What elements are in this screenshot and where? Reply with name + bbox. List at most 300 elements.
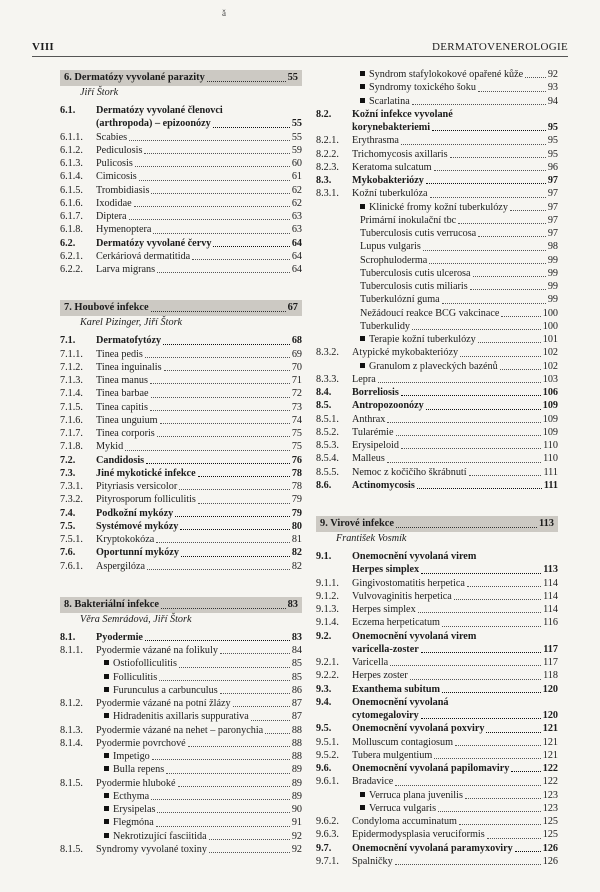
leader-dots [157, 436, 290, 437]
entry-title: Nemoc z kočičího škrábnutí [352, 466, 467, 478]
entry-page: 64 [291, 264, 302, 275]
entry-title: Antropozoonózy [352, 400, 424, 412]
toc-entry[interactable] [60, 401, 302, 414]
entry-page: 61 [291, 171, 302, 183]
entry-page: 55 [291, 118, 302, 130]
entry-body [352, 307, 558, 320]
toc-entry[interactable] [316, 683, 558, 696]
entry-number: 7.1.4. [60, 388, 83, 400]
entry-page: 110 [543, 453, 558, 465]
toc-entry[interactable] [60, 493, 302, 506]
entry-title: Pyodermie vázané na nehet – paronychia [96, 724, 264, 736]
toc-entry[interactable] [316, 855, 558, 868]
entry-title-cont [352, 709, 558, 722]
entry-number: 7.1. [60, 335, 76, 347]
entry-body [352, 842, 558, 855]
entry-title: Ecthyma [104, 790, 149, 803]
leader-dots [418, 612, 541, 613]
entry-title: Furunculus a carbunculus [104, 684, 218, 697]
entry-body [352, 696, 558, 723]
entry-page: 123 [542, 789, 558, 801]
entry-title: Trombidiasis [96, 184, 150, 196]
toc-entry[interactable] [316, 81, 558, 94]
entry-page: 75 [291, 428, 302, 439]
entry-number: 6.2. [60, 237, 76, 249]
entry-number: 9.2.2. [316, 670, 339, 682]
entry-number [60, 710, 96, 723]
toc-entry[interactable] [60, 684, 302, 697]
entry-title: Epidermodysplasia veruciformis [352, 829, 485, 841]
toc-entry[interactable] [60, 750, 302, 763]
toc-entry[interactable] [316, 267, 558, 280]
entry-title: Tinea inguinalis [96, 361, 162, 373]
entry-number [316, 320, 352, 333]
entry-number: 6.1. [60, 105, 76, 116]
entry-title: Herpes simplex [352, 564, 420, 576]
toc-entry[interactable] [60, 361, 302, 374]
toc-entry[interactable] [60, 210, 302, 223]
entry-number [316, 214, 352, 227]
toc-entry[interactable] [60, 480, 302, 493]
entry-body [96, 440, 302, 453]
toc-entry[interactable] [60, 427, 302, 440]
entry-page: 87 [291, 698, 302, 709]
entry-title: Tuberculosis cutis ulcerosa [360, 267, 471, 279]
toc-entry[interactable] [316, 426, 558, 439]
toc-entry[interactable] [316, 616, 558, 629]
toc-entry[interactable] [316, 240, 558, 253]
entry-body [352, 320, 558, 333]
toc-entry[interactable] [316, 466, 558, 479]
entry-number: 6.1.1. [60, 131, 83, 143]
leader-dots [220, 693, 290, 694]
toc-entry[interactable] [60, 414, 302, 427]
toc-entry[interactable] [316, 293, 558, 306]
toc-entry[interactable] [60, 803, 302, 816]
toc-entry[interactable] [316, 280, 558, 293]
entry-body [352, 413, 558, 426]
toc-section [316, 516, 558, 868]
leader-dots [129, 219, 290, 220]
entry-title: Oportunní mykózy [96, 547, 179, 559]
toc-entry[interactable] [316, 669, 558, 682]
toc-entry[interactable] [316, 577, 558, 590]
leader-dots [209, 852, 290, 853]
toc-entry[interactable] [316, 439, 558, 452]
toc-entry[interactable] [316, 320, 558, 333]
entry-number: 9.2. [316, 630, 332, 642]
entry-number: 9.1.3. [316, 604, 339, 615]
entry-title: Diptera [96, 211, 127, 222]
entry-number: 9.4. [316, 696, 332, 708]
entry-page: 68 [291, 335, 302, 347]
toc-entry[interactable] [60, 334, 302, 347]
toc-entry[interactable] [60, 657, 302, 670]
entry-page: 120 [542, 683, 558, 695]
entry-number: 7.1.5. [60, 401, 83, 413]
toc-entry[interactable] [60, 843, 302, 856]
leader-dots [458, 223, 546, 224]
entry-page: 89 [291, 764, 302, 776]
entry-page: 69 [291, 348, 302, 360]
toc-entry[interactable] [316, 346, 558, 359]
toc-entry[interactable] [60, 454, 302, 467]
toc-entry[interactable] [60, 777, 302, 790]
leader-dots [125, 450, 290, 451]
toc-entry[interactable] [316, 630, 558, 657]
toc-entry[interactable] [316, 775, 558, 788]
entry-body [352, 828, 558, 841]
toc-entry[interactable] [60, 631, 302, 644]
toc-entry[interactable] [60, 223, 302, 236]
toc-entry[interactable] [316, 413, 558, 426]
entry-title: Condyloma accuminatum [352, 816, 457, 827]
bullet-icon [360, 98, 365, 103]
entry-page: 117 [543, 643, 558, 655]
entry-title: Tinea manus [96, 375, 148, 386]
entry-title: Herpes simplex [352, 604, 416, 615]
leader-dots [390, 665, 541, 666]
entry-number [60, 684, 96, 697]
bullet-icon [104, 793, 109, 798]
entry-body [96, 710, 302, 723]
section-heading[interactable] [60, 300, 302, 316]
toc-entry[interactable] [60, 790, 302, 803]
entry-body [352, 466, 558, 479]
entry-body [352, 789, 558, 802]
entry-page: 83 [291, 631, 302, 643]
section-author: Karel Pizinger, Jiří Štork [80, 317, 183, 329]
entry-body [96, 210, 302, 223]
entry-number [60, 816, 96, 829]
entry-title: Pyodermie vázané na folikuly [96, 645, 218, 656]
toc-entry[interactable] [60, 197, 302, 210]
leader-dots [442, 626, 541, 627]
toc-entry[interactable] [316, 134, 558, 147]
toc-entry[interactable] [60, 724, 302, 737]
leader-dots [510, 210, 546, 211]
entry-page: 96 [547, 161, 558, 173]
entry-body [352, 736, 558, 749]
entry-body [96, 546, 302, 559]
entry-title: Tularémie [352, 426, 394, 438]
toc-entry[interactable] [316, 161, 558, 174]
entry-body [352, 227, 558, 240]
toc-entry[interactable] [316, 399, 558, 412]
entry-page: 99 [547, 294, 558, 306]
toc-entry[interactable] [60, 440, 302, 453]
entry-page: 114 [543, 577, 558, 589]
bullet-icon [104, 660, 109, 665]
entry-title: Nekrotizující fasciitida [104, 830, 207, 843]
entry-page: 76 [291, 454, 302, 466]
entry-title: Syndromy toxického šoku [360, 81, 476, 94]
entry-title: Molluscum contagiosum [352, 736, 454, 748]
toc-entry[interactable] [316, 696, 558, 723]
leader-dots [434, 170, 546, 171]
toc-entry[interactable] [316, 789, 558, 802]
toc-entry[interactable] [60, 507, 302, 520]
entry-body [96, 414, 302, 427]
toc-entry[interactable] [60, 348, 302, 361]
toc-section [60, 70, 302, 276]
entry-number: 8.1.1. [60, 645, 83, 656]
section-heading[interactable] [60, 597, 302, 613]
entry-body [352, 630, 558, 657]
entry-page: 86 [291, 684, 302, 696]
leader-dots [147, 569, 290, 570]
entry-number: 8.5.5. [316, 466, 339, 478]
toc-entry[interactable] [60, 560, 302, 573]
toc-entry[interactable] [316, 254, 558, 267]
entry-number: 9.7.1. [316, 855, 339, 867]
entry-title: Mykobakteriózy [352, 175, 424, 186]
entry-title-cont [96, 117, 302, 130]
entry-title: korynebakteriemi [352, 122, 431, 133]
entry-body [96, 480, 302, 493]
toc-entry[interactable] [316, 590, 558, 603]
toc-entry[interactable] [60, 763, 302, 776]
entry-page: 88 [291, 751, 302, 762]
entry-page: 74 [291, 414, 302, 426]
entry-title-cont [352, 121, 558, 134]
leader-dots [473, 276, 546, 277]
leader-dots [213, 246, 289, 247]
entry-title: varicella-zoster [352, 643, 419, 655]
entry-title: Tinea capitis [96, 401, 148, 413]
toc-entry[interactable] [60, 710, 302, 723]
entry-number: 8.5.1. [316, 413, 339, 425]
toc-entry[interactable] [60, 546, 302, 559]
toc-entry[interactable] [316, 386, 558, 399]
toc-entry[interactable] [316, 815, 558, 828]
toc-entry[interactable] [60, 644, 302, 657]
toc-entry[interactable] [60, 157, 302, 170]
entry-page: 106 [542, 387, 558, 398]
entry-page: 122 [542, 763, 558, 774]
leader-dots [412, 104, 546, 105]
bullet-icon [104, 766, 109, 771]
toc-entry[interactable] [60, 104, 302, 131]
entry-body [96, 493, 302, 506]
entry-number [316, 333, 352, 346]
entry-number: 8.3. [316, 175, 332, 186]
toc-entry[interactable] [60, 170, 302, 183]
entry-title: Ostiofolliculitis [104, 657, 177, 670]
toc-entry[interactable] [60, 250, 302, 263]
toc-entry[interactable] [316, 762, 558, 775]
toc-entry[interactable] [316, 722, 558, 735]
toc-entry[interactable] [60, 184, 302, 197]
toc-entry[interactable] [60, 467, 302, 480]
entry-body [96, 131, 302, 144]
entry-page: 79 [291, 507, 302, 519]
entry-number: 7.6. [60, 547, 76, 559]
entry-title: Terapie kožní tuberkulózy [360, 333, 476, 346]
leader-dots [470, 289, 546, 290]
entry-body [352, 479, 558, 492]
entry-body [96, 737, 302, 750]
toc-entry[interactable] [316, 603, 558, 616]
entry-page: 71 [291, 375, 302, 386]
toc-entry[interactable] [60, 737, 302, 750]
leader-dots [145, 357, 290, 358]
toc-entry[interactable] [60, 387, 302, 400]
entry-number: 8.1.2. [60, 698, 83, 709]
toc-entry[interactable] [316, 828, 558, 841]
toc-entry[interactable] [60, 263, 302, 276]
entry-number: 8.3.3. [316, 373, 339, 385]
entry-body [96, 467, 302, 480]
leader-dots [188, 746, 290, 747]
entry-title: Systémové mykózy [96, 520, 179, 532]
toc-entry[interactable] [60, 520, 302, 533]
entry-number [316, 360, 352, 373]
entry-page: 110 [543, 440, 558, 451]
section-heading[interactable] [60, 70, 302, 86]
entry-page: 85 [291, 671, 302, 683]
toc-entry[interactable] [316, 656, 558, 669]
leader-dots [401, 144, 546, 145]
section-page: 83 [287, 598, 298, 610]
entry-page: 89 [291, 777, 302, 789]
entry-title: Erysipeloid [352, 440, 399, 451]
entry-page: 92 [547, 69, 558, 80]
toc-entry[interactable] [316, 333, 558, 346]
leader-dots [511, 771, 540, 772]
entry-title: Gingivostomatitis herpetica [352, 577, 465, 589]
entry-page: 75 [291, 441, 302, 453]
toc-entry[interactable] [316, 479, 558, 492]
toc-entry[interactable] [60, 144, 302, 157]
entry-page: 85 [291, 658, 302, 670]
toc-entry[interactable] [316, 68, 558, 81]
leader-dots [455, 745, 541, 746]
entry-page: 123 [542, 802, 558, 814]
leader-dots [501, 316, 540, 317]
entry-number: 6.1.4. [60, 171, 83, 183]
entry-page: 62 [291, 197, 302, 209]
toc-entry[interactable] [316, 148, 558, 161]
toc-entry[interactable] [316, 201, 558, 214]
entry-number: 8.2.3. [316, 161, 339, 173]
entry-page: 117 [543, 657, 558, 668]
leader-dots [426, 409, 541, 410]
toc-entry[interactable] [60, 374, 302, 387]
entry-number [60, 830, 96, 843]
entry-number: 7.1.8. [60, 441, 83, 453]
entry-body [352, 161, 558, 174]
toc-section [60, 597, 302, 856]
leader-dots [153, 233, 289, 234]
entry-number: 8.2.2. [316, 148, 339, 160]
entry-body [96, 830, 302, 843]
entry-number [60, 657, 96, 670]
entry-page: 120 [542, 710, 558, 721]
entry-number: 8.1.3. [60, 724, 83, 736]
toc-entry[interactable] [316, 187, 558, 200]
section-heading[interactable] [316, 516, 558, 532]
entry-number [316, 789, 352, 802]
toc-entry[interactable] [316, 736, 558, 749]
entry-page: 82 [291, 560, 302, 572]
toc-entry[interactable] [316, 452, 558, 465]
entry-title: Onemocnění vyvolaná virem [352, 630, 477, 642]
toc-entry[interactable] [60, 697, 302, 710]
entry-title: Pityriasis versicolor [96, 481, 178, 492]
entry-body [352, 439, 558, 452]
entry-number: 9.1.4. [316, 617, 339, 629]
toc-entry[interactable] [316, 95, 558, 108]
entry-body [352, 722, 558, 735]
leader-dots [233, 706, 290, 707]
entry-title: Pediculosis [96, 144, 143, 156]
entry-body [352, 108, 558, 135]
toc-entry[interactable] [60, 816, 302, 829]
entry-body [352, 240, 558, 253]
entry-number: 7.1.2. [60, 361, 83, 373]
leader-dots [157, 812, 289, 813]
entry-page: 121 [542, 723, 558, 735]
entry-body [96, 223, 302, 236]
toc-entry[interactable] [316, 550, 558, 577]
entry-body [96, 361, 302, 374]
entry-number: 6.1.8. [60, 224, 83, 236]
entry-body [352, 68, 558, 81]
toc-entry[interactable] [316, 802, 558, 815]
toc-entry[interactable] [316, 174, 558, 187]
entry-title: Tinea barbae [96, 388, 149, 400]
leader-dots [265, 733, 290, 734]
toc-entry[interactable] [316, 360, 558, 373]
toc-entry[interactable] [316, 307, 558, 320]
entry-body [96, 843, 302, 856]
entry-body [352, 148, 558, 161]
toc-section [60, 300, 302, 573]
entry-number: 8.5.3. [316, 440, 339, 451]
entry-title: Pyodermie vázané na potní žlázy [96, 698, 231, 709]
toc-entry[interactable] [316, 214, 558, 227]
entry-page: 111 [543, 466, 558, 478]
entry-title: Ixodidae [96, 197, 132, 209]
entry-title: Tuberkulózní guma [360, 294, 440, 306]
entry-number: 8.2.1. [316, 135, 339, 147]
leader-dots [135, 166, 290, 167]
entry-title: Lupus vulgaris [360, 241, 421, 253]
leader-dots [175, 516, 290, 517]
entry-number [316, 307, 352, 320]
leader-dots [401, 448, 541, 449]
toc-entry[interactable] [316, 749, 558, 762]
toc-entry[interactable] [316, 108, 558, 135]
toc-entry[interactable] [60, 671, 302, 684]
entry-number: 7.1.1. [60, 348, 83, 360]
toc-entry[interactable] [60, 830, 302, 843]
entry-number: 6.1.5. [60, 184, 83, 196]
entry-page: 95 [547, 148, 558, 160]
leader-dots [478, 236, 546, 237]
toc-entry[interactable] [60, 237, 302, 250]
leader-dots [157, 272, 290, 273]
entry-number: 7.5.1. [60, 534, 83, 545]
scan-mark: ǎ [222, 8, 226, 18]
toc-entry[interactable] [60, 131, 302, 144]
toc-entry[interactable] [316, 373, 558, 386]
toc-entry[interactable] [316, 842, 558, 855]
entry-body [352, 399, 558, 412]
toc-entry[interactable] [60, 533, 302, 546]
toc-entry[interactable] [316, 227, 558, 240]
